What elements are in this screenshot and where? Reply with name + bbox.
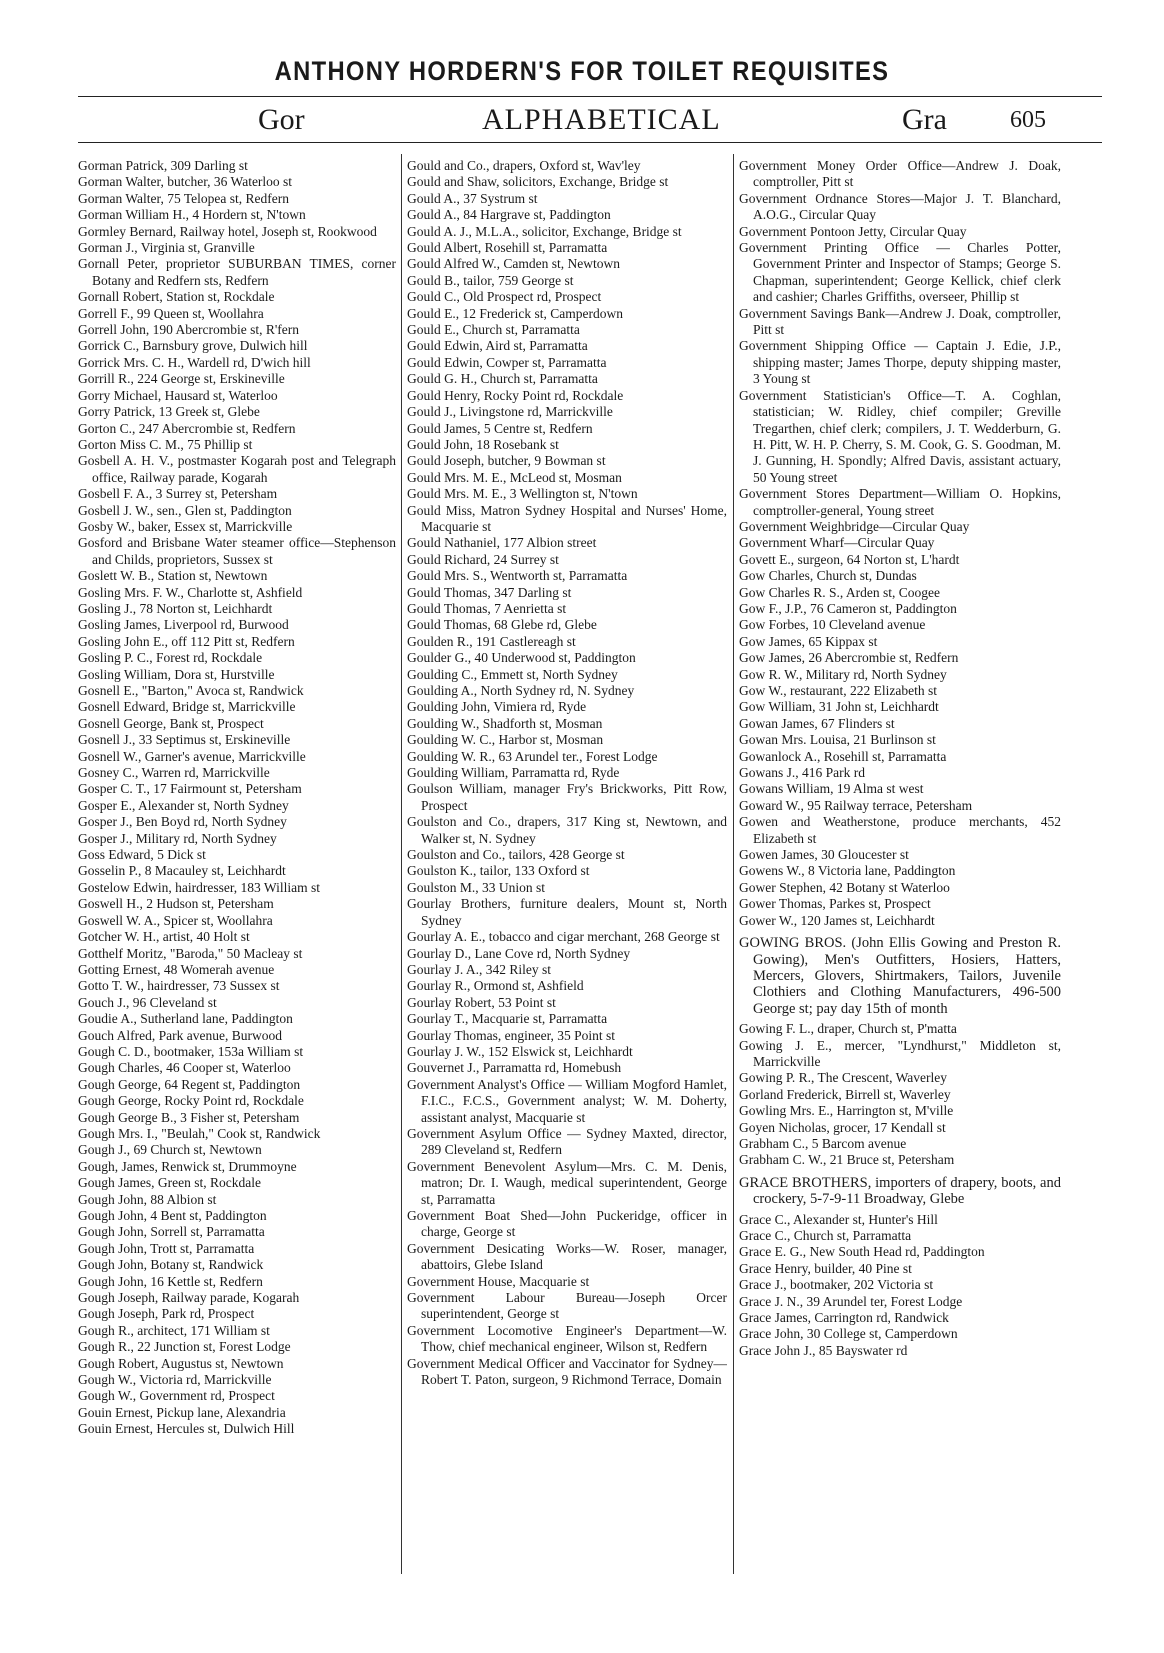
directory-entry: Gosnell Edward, Bridge st, Marrickville bbox=[78, 699, 296, 715]
directory-entry: Gould A., 84 Hargrave st, Paddington bbox=[407, 207, 611, 223]
directory-entry: Gow R. W., Military rd, North Sydney bbox=[739, 666, 947, 682]
directory-entry: Gorrick Mrs. C. H., Wardell rd, D'wich hill bbox=[78, 354, 311, 370]
directory-entry: Gould J., Livingstone rd, Marrickville bbox=[407, 404, 613, 420]
directory-entry: Government Boat Shed—John Puckeridge, officer in charge, George st bbox=[407, 1208, 727, 1240]
directory-entry: Gould A., 37 Systrum st bbox=[407, 190, 538, 206]
directory-entry: Gouvernet J., Parramatta rd, Homebush bbox=[407, 1060, 622, 1076]
directory-entry: Gould Thomas, 7 Aenrietta st bbox=[407, 600, 567, 616]
directory-entry: Gowan James, 67 Flinders st bbox=[739, 715, 895, 731]
directory-entry: Gornall Robert, Station st, Rockdale bbox=[78, 289, 275, 305]
directory-entry: Gowling Mrs. E., Harrington st, M'ville bbox=[739, 1103, 954, 1119]
banner-rule bbox=[78, 96, 1102, 97]
right-guide-word: Gra bbox=[902, 103, 947, 136]
directory-entry: Gower Thomas, Parkes st, Prospect bbox=[739, 896, 931, 912]
directory-entry: GOWING BROS. (John Ellis Gowing and Preston R. Gowing), Men's Outfitters, Hosiers, Hatters, Mercers, Glovers, Shirtmakers, Tailors, Juvenile Clothiers and Clothing Manufacturers, 496-500 George st; pay day 15th of month bbox=[739, 935, 1061, 1017]
directory-entry: Government Locomotive Engineer's Department—W. Thow, chief mechanical engineer, Wilson st, Redfern bbox=[407, 1322, 727, 1355]
directory-entry: Gough Joseph, Railway parade, Kogarah bbox=[78, 1290, 300, 1306]
directory-entry: Gosnell W., Garner's avenue, Marrickville bbox=[78, 748, 306, 764]
directory-entry: Gould Edwin, Cowper st, Parramatta bbox=[407, 354, 607, 370]
directory-entry: Gough John, 88 Albion st bbox=[78, 1191, 217, 1207]
directory-entry: Gosling P. C., Forest rd, Rockdale bbox=[78, 650, 263, 666]
directory-entry: Gould Joseph, butcher, 9 Bowman st bbox=[407, 453, 606, 469]
directory-entry: Gould Mrs. M. E., McLeod st, Mosman bbox=[407, 469, 622, 485]
directory-entry: Gough John, 4 Bent st, Paddington bbox=[78, 1208, 267, 1223]
directory-entry: Goss Edward, 5 Dick st bbox=[78, 847, 206, 863]
directory-entry: Government Wharf—Circular Quay bbox=[739, 535, 935, 551]
directory-entry: Government Shipping Office — Captain J. Edie, J.P., shipping master; James Thorpe, deputy shipping master, 3 Young st bbox=[739, 338, 1061, 387]
directory-entry: Gourlay J. W., 152 Elswick st, Leichhardt bbox=[407, 1043, 633, 1059]
directory-entry: Gosbell A. H. V., postmaster Kogarah post and Telegraph office, Railway parade, Kogarah bbox=[78, 453, 396, 485]
directory-entry: Government Savings Bank—Andrew J. Doak, comptroller, Pitt st bbox=[739, 305, 1061, 338]
directory-entry: Gould Nathaniel, 177 Albion street bbox=[407, 535, 597, 551]
directory-entry: Gourlay Brothers, furniture dealers, Mount st, North Sydney bbox=[407, 896, 727, 928]
directory-entry: Government Money Order Office—Andrew J. Doak, comptroller, Pitt st bbox=[739, 158, 1061, 190]
directory-entry: Goulston K., tailor, 133 Oxford st bbox=[407, 863, 590, 879]
directory-entry: Goswell W. A., Spicer st, Woollahra bbox=[78, 912, 273, 928]
directory-entry: Gow Forbes, 10 Cleveland avenue bbox=[739, 617, 926, 633]
directory-entry: Gow F., J.P., 76 Cameron st, Paddington bbox=[739, 600, 957, 616]
directory-entry: Gow Charles, Church st, Dundas bbox=[739, 568, 917, 584]
directory-entry: Gorrell F., 99 Queen st, Woollahra bbox=[78, 305, 264, 321]
directory-entry: Gould E., 12 Frederick st, Camperdown bbox=[407, 305, 623, 321]
directory-entry: Gould and Co., drapers, Oxford st, Wav'ley bbox=[407, 158, 641, 173]
directory-entry: Gould James, 5 Centre st, Redfern bbox=[407, 420, 593, 436]
directory-entry: Government House, Macquarie st bbox=[407, 1273, 590, 1289]
directory-entry: Grace E. G., New South Head rd, Paddington bbox=[739, 1244, 985, 1260]
directory-entry: Gotto T. W., hairdresser, 73 Sussex st bbox=[78, 978, 280, 994]
directory-entry: Gould Edwin, Aird st, Parramatta bbox=[407, 338, 588, 354]
directory-entry: Gorman Walter, 75 Telopea st, Redfern bbox=[78, 190, 289, 206]
directory-entry: Gorrell John, 190 Abercrombie st, R'fern bbox=[78, 322, 300, 338]
directory-entry: Gould Henry, Rocky Point rd, Rockdale bbox=[407, 387, 624, 403]
directory-entry: Grace John J., 85 Bayswater rd bbox=[739, 1342, 908, 1358]
directory-entry: Gowen and Weatherstone, produce merchants, 452 Elizabeth st bbox=[739, 814, 1061, 846]
directory-entry: Goulding W. R., 63 Arundel ter., Forest Lodge bbox=[407, 748, 658, 764]
directory-entry: Gormley Bernard, Railway hotel, Joseph st, Rookwood bbox=[78, 223, 377, 239]
directory-entry: Government Stores Department—William O. Hopkins, comptroller-general, Young street bbox=[739, 486, 1061, 518]
directory-entry: Gow James, 26 Abercrombie st, Redfern bbox=[739, 650, 959, 666]
directory-entry: Gosper E., Alexander st, North Sydney bbox=[78, 797, 289, 813]
directory-entry: Goulding A., North Sydney rd, N. Sydney bbox=[407, 683, 635, 698]
directory-entry: Gourlay T., Macquarie st, Parramatta bbox=[407, 1011, 608, 1027]
directory-entry: Gourlay J. A., 342 Riley st bbox=[407, 961, 551, 977]
directory-column-1 bbox=[78, 158, 396, 1568]
directory-entry: Gowens W., 8 Victoria lane, Paddington bbox=[739, 863, 956, 879]
directory-entry: Gorrill R., 224 George st, Erskineville bbox=[78, 371, 285, 387]
directory-entry: Gosper J., Ben Boyd rd, North Sydney bbox=[78, 814, 287, 830]
directory-column-3 bbox=[739, 158, 1061, 1568]
directory-entry: Gough John, Sorrell st, Parramatta bbox=[78, 1224, 265, 1240]
directory-entry: Gorland Frederick, Birrell st, Waverley bbox=[739, 1086, 951, 1102]
directory-entry: Government Printing Office — Charles Potter, Government Printer and Inspector of Stamps; George S. Chapman, superintendent; George Kellick, chief clerk and cashier; Charles Griffiths, overseer, Phillip st bbox=[739, 240, 1061, 305]
directory-entry: Goulding W., Shadforth st, Mosman bbox=[407, 715, 603, 731]
directory-entry: Gould Miss, Matron Sydney Hospital and Nurses' Home, Macquarie st bbox=[407, 502, 727, 534]
advertising-banner: ANTHONY HORDERN'S FOR TOILET REQUISITES bbox=[274, 56, 890, 86]
directory-entry: Gough John, 16 Kettle st, Redfern bbox=[78, 1273, 263, 1289]
directory-entry: Gostelow Edwin, hairdresser, 183 William st bbox=[78, 879, 321, 895]
directory-entry: Goulston and Co., tailors, 428 George st bbox=[407, 847, 625, 863]
directory-entry: Gosnell J., 33 Septimus st, Erskineville bbox=[78, 732, 291, 748]
directory-entry: Goulden R., 191 Castlereagh st bbox=[407, 633, 576, 649]
directory-entry: Gosling J., 78 Norton st, Leichhardt bbox=[78, 600, 273, 616]
directory-entry: Gowanlock A., Rosehill st, Parramatta bbox=[739, 748, 947, 764]
directory-column-2 bbox=[407, 158, 727, 1568]
directory-entry: Goudie A., Sutherland lane, Paddington bbox=[78, 1011, 293, 1027]
directory-entry: Gosling John E., off 112 Pitt st, Redfern bbox=[78, 633, 295, 649]
directory-entry: Gough John, Trott st, Parramatta bbox=[78, 1240, 255, 1256]
directory-entry: Gough Charles, 46 Cooper st, Waterloo bbox=[78, 1060, 291, 1076]
directory-entry: Gough C. D., bootmaker, 153a William st bbox=[78, 1043, 304, 1059]
directory-entry: Gosling Mrs. F. W., Charlotte st, Ashfield bbox=[78, 584, 303, 600]
directory-entry: Government Pontoon Jetty, Circular Quay bbox=[739, 223, 967, 239]
directory-entry: Gouin Ernest, Pickup lane, Alexandria bbox=[78, 1404, 286, 1420]
directory-entry: Gowen James, 30 Gloucester st bbox=[739, 847, 909, 863]
directory-entry: Government Benevolent Asylum—Mrs. C. M. Denis, matron; Dr. I. Waugh, medical superintendent, George st, Parramatta bbox=[407, 1158, 727, 1207]
directory-entry: Gould Albert, Rosehill st, Parramatta bbox=[407, 240, 608, 256]
directory-entry: Gosper J., Military rd, North Sydney bbox=[78, 830, 277, 846]
directory-entry: Gould G. H., Church st, Parramatta bbox=[407, 371, 598, 387]
column-divider bbox=[401, 154, 402, 1574]
directory-entry: Gould Richard, 24 Surrey st bbox=[407, 551, 559, 567]
directory-entry: GRACE BROTHERS, importers of drapery, boots, and crockery, 5-7-9-11 Broadway, Glebe bbox=[739, 1174, 1061, 1208]
directory-entry: Gourlay R., Ormond st, Ashfield bbox=[407, 978, 584, 994]
directory-entry: Gould and Shaw, solicitors, Exchange, Bridge st bbox=[407, 174, 669, 190]
directory-entry: Grace Henry, builder, 40 Pine st bbox=[739, 1260, 912, 1276]
directory-entry: Gowing J. E., mercer, "Lyndhurst," Middleton st, Marrickville bbox=[739, 1037, 1061, 1069]
directory-entry: Gough W., Government rd, Prospect bbox=[78, 1388, 275, 1404]
directory-entry: Grabham C. W., 21 Bruce st, Petersham bbox=[739, 1152, 955, 1168]
directory-entry: Gower Stephen, 42 Botany st Waterloo bbox=[739, 879, 950, 895]
directory-entry: Gow W., restaurant, 222 Elizabeth st bbox=[739, 683, 937, 698]
directory-entry: Gorman Patrick, 309 Darling st bbox=[78, 158, 248, 173]
directory-entry: Gough Mrs. I., "Beulah," Cook st, Randwick bbox=[78, 1125, 321, 1141]
directory-entry: Government Ordnance Stores—Major J. T. Blanchard, A.O.G., Circular Quay bbox=[739, 190, 1061, 223]
directory-entry: Gough, James, Renwick st, Drummoyne bbox=[78, 1158, 297, 1174]
directory-entry: Government Weighbridge—Circular Quay bbox=[739, 518, 970, 534]
directory-entry: Grace J. N., 39 Arundel ter, Forest Lodge bbox=[739, 1293, 963, 1309]
directory-entry: Gould E., Church st, Parramatta bbox=[407, 322, 580, 338]
directory-entry: Gosford and Brisbane Water steamer office—Stephenson and Childs, proprietors, Sussex st bbox=[78, 535, 396, 567]
directory-entry: Gough W., Victoria rd, Marrickville bbox=[78, 1372, 272, 1388]
directory-entry: Government Statistician's Office—T. A. Coghlan, statistician; W. Ridley, chief compiler; Greville Tregarthen, chief clerk; compilers, J. T. Wedderburn, G. H. Pitt, W. H. P. Cherry, S. M. Cook, G. S. Goodman, M. J. Gunning, H. Spondly; Alfred Davis, assistant actuary, 50 Young street bbox=[739, 387, 1061, 485]
directory-entry: Gower W., 120 James st, Leichhardt bbox=[739, 912, 935, 928]
directory-entry: Gosselin P., 8 Macauley st, Leichhardt bbox=[78, 863, 286, 879]
directory-entry: Gosnell E., "Barton," Avoca st, Randwick bbox=[78, 683, 304, 698]
directory-entry: Gorman J., Virginia st, Granville bbox=[78, 240, 255, 256]
directory-entry: Grabham C., 5 Barcom avenue bbox=[739, 1135, 907, 1151]
directory-entry: Gough John, Botany st, Randwick bbox=[78, 1257, 264, 1273]
page-number: 605 bbox=[1010, 107, 1046, 133]
directory-entry: Goyen Nicholas, grocer, 17 Kendall st bbox=[739, 1119, 946, 1135]
directory-entry: Gould B., tailor, 759 George st bbox=[407, 272, 574, 288]
directory-entry: Government Analyst's Office — William Mogford Hamlet, F.I.C., F.C.S., Government analyst; W. M. Doherty, assistant analyst, Macquarie st bbox=[407, 1076, 727, 1125]
directory-entry: Gowans J., 416 Park rd bbox=[739, 765, 865, 781]
directory-entry: Grace J., bootmaker, 202 Victoria st bbox=[739, 1277, 934, 1293]
directory-entry: Gough R., 22 Junction st, Forest Lodge bbox=[78, 1339, 291, 1355]
directory-entry: Goulding C., Emmett st, North Sydney bbox=[407, 666, 618, 682]
directory-entry: Gowing F. L., draper, Church st, P'matta bbox=[739, 1021, 957, 1037]
directory-entry: Government Medical Officer and Vaccinator for Sydney—Robert T. Paton, surgeon, 9 Richmond Terrace, Domain bbox=[407, 1355, 727, 1388]
directory-entry: Govett E., surgeon, 64 Norton st, L'hardt bbox=[739, 551, 960, 567]
directory-entry: Goulston and Co., drapers, 317 King st, Newtown, and Walker st, N. Sydney bbox=[407, 814, 727, 846]
directory-entry: Gough George, 64 Regent st, Paddington bbox=[78, 1076, 301, 1092]
directory-entry: Gough R., architect, 171 William st bbox=[78, 1322, 270, 1338]
directory-entry: Goulston M., 33 Union st bbox=[407, 879, 546, 895]
directory-entry: Goulding William, Parramatta rd, Ryde bbox=[407, 765, 620, 781]
directory-entry: Gorton Miss C. M., 75 Phillip st bbox=[78, 436, 253, 452]
directory-entry: Gould Mrs. S., Wentworth st, Parramatta bbox=[407, 568, 628, 584]
directory-entry: Gould Alfred W., Camden st, Newtown bbox=[407, 256, 620, 272]
directory-entry: Gorman William H., 4 Hordern st, N'town bbox=[78, 207, 306, 223]
directory-entry: Gowans William, 19 Alma st west bbox=[739, 781, 924, 797]
directory-entry: Gorton C., 247 Abercrombie st, Redfern bbox=[78, 420, 296, 436]
directory-entry: Gotthelf Moritz, "Baroda," 50 Macleay st bbox=[78, 945, 303, 961]
directory-entry: Gould Thomas, 68 Glebe rd, Glebe bbox=[407, 617, 597, 633]
directory-entry: Gouin Ernest, Hercules st, Dulwich Hill bbox=[78, 1421, 295, 1437]
left-guide-word: Gor bbox=[258, 103, 305, 136]
directory-entry: Gould Mrs. M. E., 3 Wellington st, N'town bbox=[407, 486, 638, 502]
directory-entry: Gorman Walter, butcher, 36 Waterloo st bbox=[78, 174, 293, 190]
directory-entry: Government Desicating Works—W. Roser, manager, abattoirs, Glebe Island bbox=[407, 1240, 727, 1273]
directory-entry: Goulding John, Vimiera rd, Ryde bbox=[407, 699, 587, 715]
directory-entry: Gouch J., 96 Cleveland st bbox=[78, 994, 217, 1010]
directory-entry: Gourlay Thomas, engineer, 35 Point st bbox=[407, 1027, 616, 1043]
directory-entry: Grace John, 30 College st, Camperdown bbox=[739, 1326, 958, 1342]
directory-entry: Grace C., Church st, Parramatta bbox=[739, 1228, 912, 1243]
directory-entry: Goward W., 95 Railway terrace, Petersham bbox=[739, 797, 973, 813]
directory-entry: Gowan Mrs. Louisa, 21 Burlinson st bbox=[739, 732, 936, 748]
directory-entry: Gould A. J., M.L.A., solicitor, Exchange, Bridge st bbox=[407, 223, 682, 239]
directory-entry: Goulson William, manager Fry's Brickworks, Pitt Row, Prospect bbox=[407, 781, 727, 813]
directory-entry: Gough George B., 3 Fisher st, Petersham bbox=[78, 1109, 300, 1125]
directory-entry: Gough Joseph, Park rd, Prospect bbox=[78, 1306, 255, 1322]
directory-entry: Goulder G., 40 Underwood st, Paddington bbox=[407, 650, 636, 666]
directory-entry: Goswell H., 2 Hudson st, Petersham bbox=[78, 896, 274, 912]
directory-entry: Gough James, Green st, Rockdale bbox=[78, 1175, 261, 1191]
directory-entry: Gorry Michael, Hausard st, Waterloo bbox=[78, 387, 278, 403]
directory-entry: Gowing P. R., The Crescent, Waverley bbox=[739, 1070, 948, 1086]
directory-entry: Gosby W., baker, Essex st, Marrickville bbox=[78, 518, 293, 534]
directory-entry: Gough George, Rocky Point rd, Rockdale bbox=[78, 1093, 304, 1109]
directory-entry: Gough J., 69 Church st, Newtown bbox=[78, 1142, 262, 1158]
section-title: ALPHABETICAL bbox=[482, 103, 721, 136]
directory-entry: Gosney C., Warren rd, Marrickville bbox=[78, 765, 270, 781]
directory-entry: Gosling William, Dora st, Hurstville bbox=[78, 666, 275, 682]
directory-entry: Gourlay A. E., tobacco and cigar merchant, 268 George st bbox=[407, 929, 720, 945]
directory-entry: Gow Charles R. S., Arden st, Coogee bbox=[739, 584, 940, 600]
directory-entry: Gow William, 31 John st, Leichhardt bbox=[739, 699, 939, 715]
directory-entry: Gotcher W. H., artist, 40 Holt st bbox=[78, 929, 250, 945]
directory-entry: Gough Robert, Augustus st, Newtown bbox=[78, 1355, 284, 1371]
directory-entry: Gould John, 18 Rosebank st bbox=[407, 436, 559, 452]
directory-entry: Government Asylum Office — Sydney Maxted, director, 289 Cleveland st, Redfern bbox=[407, 1125, 727, 1158]
directory-entry: Grace James, Carrington rd, Randwick bbox=[739, 1310, 949, 1326]
column-divider bbox=[733, 154, 734, 1574]
directory-entry: Gourlay D., Lane Cove rd, North Sydney bbox=[407, 945, 631, 961]
directory-entry: Gourlay Robert, 53 Point st bbox=[407, 994, 556, 1010]
directory-entry: Gotting Ernest, 48 Womerah avenue bbox=[78, 961, 275, 977]
directory-entry: Gosnell George, Bank st, Prospect bbox=[78, 715, 264, 731]
header-rule bbox=[78, 142, 1102, 143]
directory-entry: Gow James, 65 Kippax st bbox=[739, 633, 878, 649]
directory-entry: Gornall Peter, proprietor SUBURBAN TIMES, corner Botany and Redfern sts, Redfern bbox=[78, 256, 396, 288]
directory-entry: Gorry Patrick, 13 Greek st, Glebe bbox=[78, 404, 260, 420]
directory-entry: Gosling James, Liverpool rd, Burwood bbox=[78, 617, 289, 633]
directory-entry: Gouch Alfred, Park avenue, Burwood bbox=[78, 1027, 282, 1043]
directory-entry: Goslett W. B., Station st, Newtown bbox=[78, 568, 268, 584]
directory-entry: Gould C., Old Prospect rd, Prospect bbox=[407, 289, 602, 305]
directory-entry: Government Labour Bureau—Joseph Orcer superintendent, George st bbox=[407, 1290, 727, 1322]
directory-entry: Gorrick C., Barnsbury grove, Dulwich hill bbox=[78, 338, 308, 354]
directory-entry: Gosbell F. A., 3 Surrey st, Petersham bbox=[78, 486, 278, 502]
directory-entry: Gosbell J. W., sen., Glen st, Paddington bbox=[78, 502, 292, 518]
directory-entry: Gosper C. T., 17 Fairmount st, Petersham bbox=[78, 781, 302, 797]
directory-entry: Grace C., Alexander st, Hunter's Hill bbox=[739, 1211, 938, 1227]
directory-entry: Gould Thomas, 347 Darling st bbox=[407, 584, 572, 600]
directory-entry: Goulding W. C., Harbor st, Mosman bbox=[407, 732, 604, 748]
